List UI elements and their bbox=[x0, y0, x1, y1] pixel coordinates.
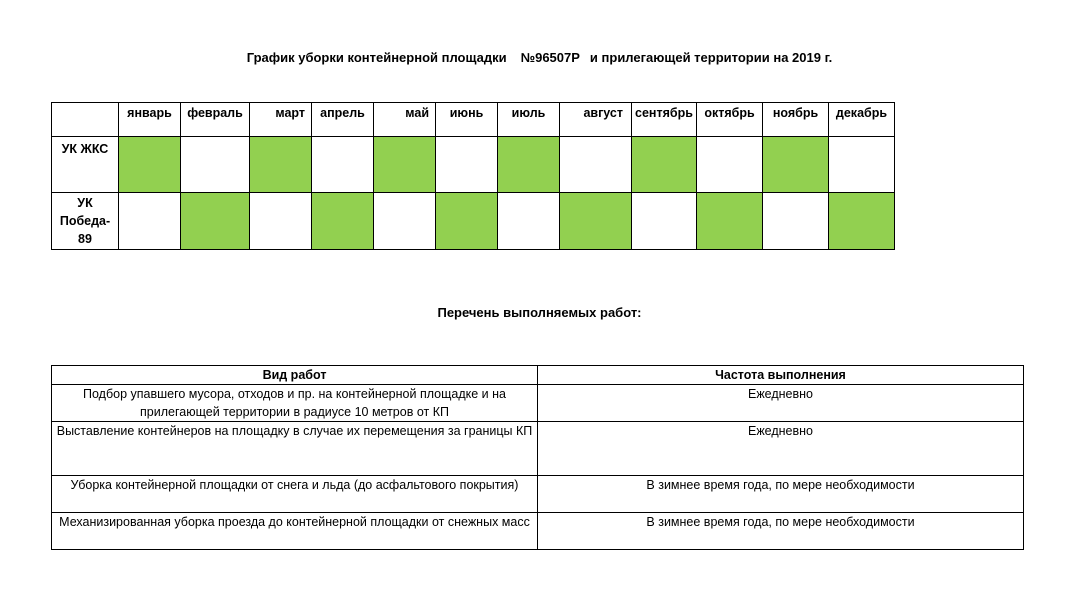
schedule-cell bbox=[436, 193, 498, 250]
month-header: сентябрь bbox=[632, 103, 697, 137]
schedule-cell bbox=[119, 137, 181, 193]
schedule-cell bbox=[632, 193, 697, 250]
month-header: февраль bbox=[181, 103, 250, 137]
month-header: март bbox=[250, 103, 312, 137]
schedule-cell bbox=[560, 193, 632, 250]
schedule-cell bbox=[250, 193, 312, 250]
schedule-cell bbox=[697, 137, 763, 193]
month-header: май bbox=[374, 103, 436, 137]
row-label-line: 89 bbox=[78, 232, 92, 246]
schedule-cell bbox=[560, 137, 632, 193]
schedule-cell bbox=[763, 193, 829, 250]
document-title bbox=[0, 50, 1079, 65]
schedule-cell bbox=[498, 137, 560, 193]
schedule-cell bbox=[374, 193, 436, 250]
row-label-line: Победа- bbox=[59, 214, 111, 228]
work-type-cell: Механизированная уборка проезда до контейнерной площадки от снежных масс bbox=[52, 513, 538, 550]
works-row bbox=[52, 476, 1024, 513]
schedule-cell bbox=[498, 193, 560, 250]
month-header: январь bbox=[119, 103, 181, 137]
row-label-uk-pobeda-89 bbox=[52, 193, 119, 250]
work-type-cell: Уборка контейнерной площадки от снега и льда (до асфальтового покрытия) bbox=[52, 476, 538, 513]
schedule-cell bbox=[181, 193, 250, 250]
frequency-cell: В зимнее время года, по мере необходимости bbox=[538, 476, 1024, 513]
column-header-frequency: Частота выполнения bbox=[538, 366, 1024, 385]
schedule-cell bbox=[374, 137, 436, 193]
frequency-cell: Ежедневно bbox=[538, 422, 1024, 476]
frequency-cell: В зимнее время года, по мере необходимости bbox=[538, 513, 1024, 550]
month-header: октябрь bbox=[697, 103, 763, 137]
month-header: июль bbox=[498, 103, 560, 137]
schedule-cell bbox=[181, 137, 250, 193]
row-label-line: УК bbox=[77, 196, 93, 210]
cleaning-schedule-table bbox=[51, 102, 895, 250]
month-header: декабрь bbox=[829, 103, 895, 137]
schedule-cell bbox=[312, 137, 374, 193]
schedule-cell bbox=[632, 137, 697, 193]
month-header: июнь bbox=[436, 103, 498, 137]
title-part2: и прилегающей территории bbox=[589, 50, 770, 65]
column-header-work-type: Вид работ bbox=[52, 366, 538, 385]
schedule-cell bbox=[697, 193, 763, 250]
month-header: ноябрь bbox=[763, 103, 829, 137]
frequency-cell: Ежедневно bbox=[538, 385, 1024, 422]
works-heading: Перечень выполняемых работ: bbox=[437, 305, 642, 320]
schedule-cell bbox=[250, 137, 312, 193]
works-row bbox=[52, 422, 1024, 476]
works-row bbox=[52, 513, 1024, 550]
title-year: на 2019 г. bbox=[773, 50, 833, 65]
works-header-row bbox=[52, 366, 1024, 385]
schedule-corner-cell bbox=[52, 103, 119, 137]
schedule-cell bbox=[119, 193, 181, 250]
container-site-number: №96507Р bbox=[520, 50, 580, 65]
title-part1: График уборки контейнерной площадки bbox=[246, 50, 507, 65]
works-row bbox=[52, 385, 1024, 422]
schedule-cell bbox=[829, 137, 895, 193]
schedule-row bbox=[52, 137, 895, 193]
row-label-uk-zhks: УК ЖКС bbox=[52, 137, 119, 193]
schedule-cell bbox=[312, 193, 374, 250]
schedule-header-row bbox=[52, 103, 895, 137]
schedule-row bbox=[52, 193, 895, 250]
works-table bbox=[51, 365, 1024, 550]
schedule-cell bbox=[436, 137, 498, 193]
work-type-cell: Выставление контейнеров на площадку в случае их перемещения за границы КП bbox=[52, 422, 538, 476]
schedule-cell bbox=[763, 137, 829, 193]
work-type-cell: Подбор упавшего мусора, отходов и пр. на контейнерной площадке и на прилегающей территории в радиусе 10 метров от КП bbox=[52, 385, 538, 422]
month-header: август bbox=[560, 103, 632, 137]
schedule-cell bbox=[829, 193, 895, 250]
month-header: апрель bbox=[312, 103, 374, 137]
